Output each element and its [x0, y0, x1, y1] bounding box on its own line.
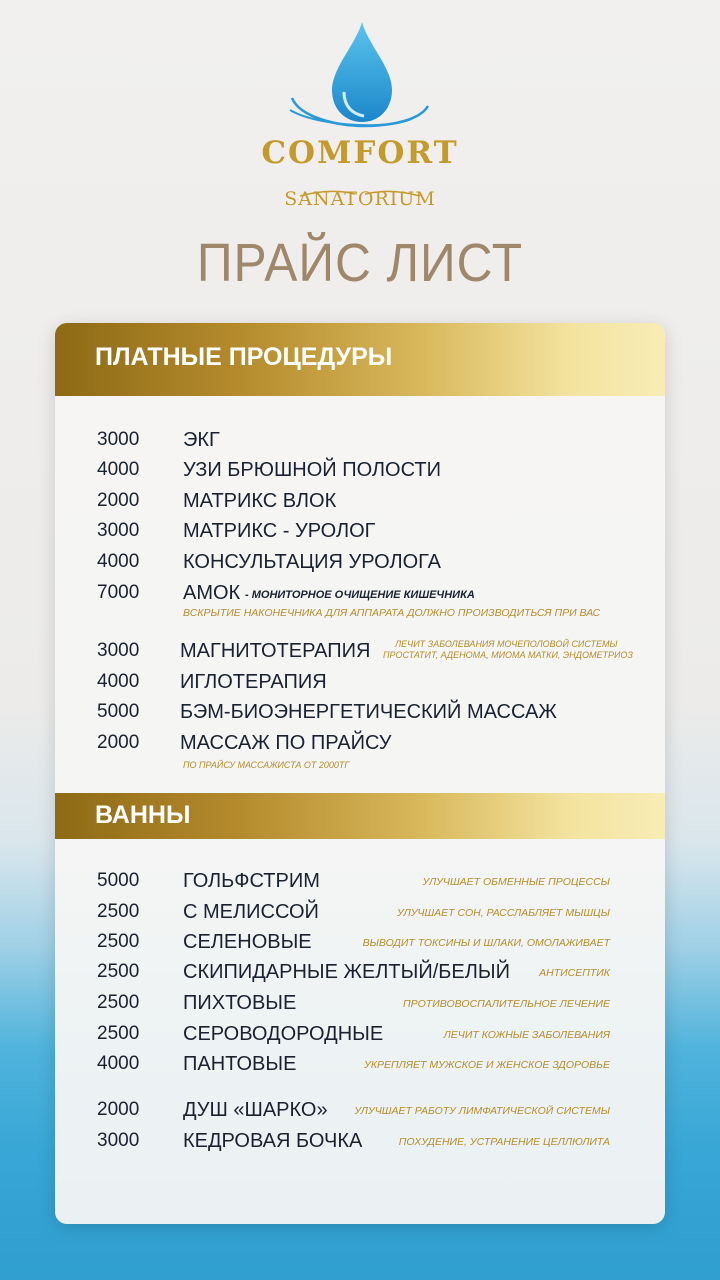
- item-name: ПАНТОВЫЕ: [183, 1053, 297, 1075]
- item-note: ЛЕЧИТ ЗАБОЛЕВАНИЯ МОЧЕПОЛОВОЙ СИСТЕМЫ: [395, 639, 618, 649]
- item-price: 3000: [97, 429, 140, 450]
- item-name: АМОК: [183, 582, 241, 604]
- list-item: [55, 701, 665, 729]
- item-price: 2500: [97, 961, 140, 982]
- list-item: [55, 582, 665, 610]
- list-item: [55, 732, 665, 760]
- item-name: СЕЛЕНОВЫЕ: [183, 931, 312, 953]
- item-price: 7000: [97, 582, 140, 603]
- item-name: КЕДРОВАЯ БОЧКА: [183, 1130, 363, 1152]
- item-note: УКРЕПЛЯЕТ МУЖСКОЕ И ЖЕНСКОЕ ЗДОРОВЬЕ: [364, 1059, 610, 1071]
- section-title: ВАННЫ: [95, 801, 191, 829]
- item-note: ЛЕЧИТ КОЖНЫЕ ЗАБОЛЕВАНИЯ: [443, 1029, 610, 1041]
- list-item: [55, 490, 665, 518]
- item-price: 5000: [97, 870, 140, 891]
- item-name: МАГНИТОТЕРАПИЯ: [180, 640, 371, 662]
- brand-subtitle: SANATORIUM: [284, 188, 436, 210]
- item-note: УЛУЧШАЕТ ОБМЕННЫЕ ПРОЦЕССЫ: [422, 876, 610, 888]
- item-price: 5000: [97, 701, 140, 722]
- item-name: СКИПИДАРНЫЕ ЖЕЛТЫЙ/БЕЛЫЙ: [183, 961, 510, 983]
- section-title: ПЛАТНЫЕ ПРОЦЕДУРЫ: [95, 343, 393, 371]
- item-name: СЕРОВОДОРОДНЫЕ: [183, 1023, 384, 1045]
- item-price: 4000: [97, 459, 140, 480]
- item-note: ПРОСТАТИТ, АДЕНОМА, МИОМА МАТКИ, ЭНДОМЕТРИОЗ: [383, 650, 633, 660]
- price-card: [55, 323, 665, 1224]
- item-name: МАТРИКС ВЛОК: [183, 490, 337, 512]
- item-price: 2500: [97, 1023, 140, 1044]
- item-price: 3000: [97, 1130, 140, 1151]
- item-price: 2000: [97, 732, 140, 753]
- item-price: 2000: [97, 490, 140, 511]
- item-price: 2500: [97, 901, 140, 922]
- item-price: 3000: [97, 640, 140, 661]
- item-price: 2000: [97, 1099, 140, 1120]
- list-item: [55, 1130, 665, 1158]
- list-item: [55, 520, 665, 548]
- section-header-procedures: [55, 323, 665, 396]
- list-item: [55, 459, 665, 487]
- item-note: УЛУЧШАЕТ СОН, РАССЛАБЛЯЕТ МЫШЦЫ: [397, 907, 610, 919]
- item-name: КОНСУЛЬТАЦИЯ УРОЛОГА: [183, 551, 442, 573]
- item-name: С МЕЛИССОЙ: [183, 901, 319, 923]
- item-sub-note: ВСКРЫТИЕ НАКОНЕЧНИКА ДЛЯ АППАРАТА ДОЛЖНО ПРОИЗВОДИТЬСЯ ПРИ ВАС: [183, 607, 601, 619]
- list-item: [55, 640, 665, 668]
- item-note: ПОХУДЕНИЕ, УСТРАНЕНИЕ ЦЕЛЛЮЛИТА: [398, 1136, 610, 1148]
- item-price: 4000: [97, 551, 140, 572]
- item-price: 4000: [97, 1053, 140, 1074]
- brand-name: COMFORT: [261, 135, 459, 171]
- item-note: АНТИСЕПТИК: [539, 967, 610, 979]
- list-item: [55, 901, 665, 929]
- item-name: ИГЛОТЕРАПИЯ: [180, 671, 327, 693]
- list-item: [55, 992, 665, 1020]
- item-price: 3000: [97, 520, 140, 541]
- list-item: [55, 961, 665, 989]
- list-item: [55, 1099, 665, 1127]
- item-name: ЭКГ: [183, 429, 220, 451]
- item-note: ПРОТИВОВОСПАЛИТЕЛЬНОЕ ЛЕЧЕНИЕ: [403, 998, 610, 1010]
- page-title: ПРАЙС ЛИСТ: [196, 233, 524, 293]
- item-price: 2500: [97, 931, 140, 952]
- list-item: [55, 1023, 665, 1051]
- list-item: [55, 551, 665, 579]
- item-name: МАССАЖ ПО ПРАЙСУ: [180, 732, 392, 754]
- item-name: БЭМ-БИОЭНЕРГЕТИЧЕСКИЙ МАССАЖ: [180, 701, 557, 723]
- item-name: ГОЛЬФСТРИМ: [183, 870, 320, 892]
- list-item: [55, 429, 665, 457]
- item-name: УЗИ БРЮШНОЙ ПОЛОСТИ: [183, 459, 441, 481]
- item-inline-note: - МОНИТОРНОЕ ОЧИЩЕНИЕ КИШЕЧНИКА: [245, 589, 475, 601]
- item-name: ДУШ «ШАРКО»: [183, 1099, 328, 1121]
- item-name: МАТРИКС - УРОЛОГ: [183, 520, 376, 542]
- list-item: [55, 1053, 665, 1081]
- list-item: [55, 931, 665, 959]
- item-note: ВЫВОДИТ ТОКСИНЫ И ШЛАКИ, ОМОЛАЖИВАЕТ: [362, 937, 610, 949]
- list-item: [55, 671, 665, 699]
- item-note: УЛУЧШАЕТ РАБОТУ ЛИМФАТИЧЕСКОЙ СИСТЕМЫ: [354, 1105, 610, 1117]
- section-header-baths: [55, 793, 665, 839]
- item-price: 2500: [97, 992, 140, 1013]
- list-item: [55, 870, 665, 898]
- item-sub-note: ПО ПРАЙСУ МАССАЖИСТА ОТ 2000ТГ: [183, 760, 350, 770]
- item-name: ПИХТОВЫЕ: [183, 992, 297, 1014]
- item-price: 4000: [97, 671, 140, 692]
